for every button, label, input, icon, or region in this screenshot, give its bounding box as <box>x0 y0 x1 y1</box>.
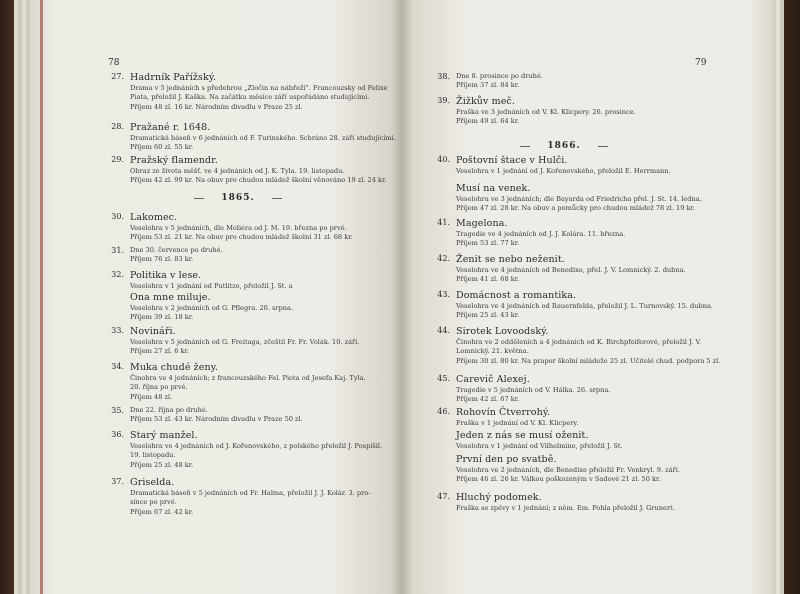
entry-number: 44. <box>437 326 450 335</box>
entry-title: Novináři. <box>130 326 176 337</box>
entry-line: 19. listopadu. <box>130 451 176 460</box>
entry-title: Magelona. <box>456 218 508 229</box>
entry-title: Griselda. <box>130 477 175 488</box>
entry-title: Pražané r. 1648. <box>130 122 211 133</box>
entry-line: Veselohra ve 4 jednáních od Rauernfelda, přeložil J. L. Turnovský. 15. dubna. <box>456 301 714 310</box>
entry-line: Příjem 39 zl. 18 kr. <box>130 313 194 322</box>
entry-number: 27. <box>111 72 124 81</box>
entry-title: Rohovín Čtverrohý. <box>456 407 551 418</box>
entry-line: Příjem 37 zl. 84 kr. <box>456 81 520 90</box>
entry-line: Příjem 76 zl. 83 kr. <box>130 255 194 264</box>
entry-line: Veselohra v 5 jednáních od G. Freitaga, zčeštil Fr. Fr. Volák. 10. září. <box>130 337 360 346</box>
entry-title: Ona mne miluje. <box>130 292 211 303</box>
entry-line: since po prvé. <box>130 498 177 507</box>
entry-title: Muka chudé ženy. <box>130 362 219 373</box>
entry-title: Domácnost a romantika. <box>456 290 577 301</box>
year-heading: 1866. <box>534 141 594 151</box>
entry-line: Příjem 30 zl. 80 kr. Na prapor školní mládeže 25 zl. Učitelé chud. podpora 5 zl. <box>456 356 721 365</box>
entry-number: 42. <box>437 254 450 263</box>
entry-line: Veselohra v 1 jednání od Putlitze, přeložil J. St. a <box>130 281 293 290</box>
entry-line: Dne 22. října po druhé. <box>130 406 208 414</box>
entry-line: Lomnický. 21. května. <box>456 347 529 356</box>
entry-title: Lakomec. <box>130 212 178 223</box>
entry-line: Dne 8. prosince po druhé. <box>456 72 543 80</box>
entry-line: Fraška ve 3 jednáních od V. Kl. Klicpery. 26. prosince. <box>456 107 636 116</box>
entry-line: Dramatická báseň v 5 jednáních od Fr. Halma, přeložil J. J. Kolár. 3. pro- <box>130 488 371 497</box>
page-edge-line <box>40 0 43 594</box>
entry-number: 38. <box>437 72 450 81</box>
entry-line: Veselohra v 5 jednáních, dle Moliéra od J. M. 19. března po prvé. <box>130 223 347 232</box>
entry-title: Politika v lese. <box>130 270 202 281</box>
entry-line: Veselohra v 1 jednání od Vilhelmine, přeložil J. St. <box>456 441 623 450</box>
entry-title: První den po svatbě. <box>456 454 557 465</box>
entry-number: 36. <box>111 430 124 439</box>
entry-line: Dramatická báseň v 6 jednáních od F. Turinského. Schráno 28. září studujícími. <box>130 133 396 142</box>
entry-number: 47. <box>437 492 450 501</box>
entry-line: Příjem 48 zl. 16 kr. Národním divadlu v Praze 25 zl. <box>130 102 303 111</box>
entry-line: Fraška v 1 jednání od V. Kl. Klicpery. <box>456 418 579 427</box>
entry-line: Veselohra ve 2 jednáních, dle Benedixe přeložil Fr. Venkryl. 9. září. <box>456 465 680 474</box>
entry-line: Příjem 25 zl. 48 kr. <box>130 460 194 469</box>
entry-title: Pražský flamendr. <box>130 155 218 166</box>
entry-number: 29. <box>111 155 124 164</box>
entry-number: 41. <box>437 218 450 227</box>
entry-line: Příjem 41 zl. 68 kr. <box>456 275 520 284</box>
entry-title: Musí na venek. <box>456 183 531 194</box>
entry-line: Příjem 47 zl. 28 kr. Na obuv a pomůcky pro chudou mládež 78 zl. 19 kr. <box>456 204 696 213</box>
entry-title: Žižkův meč. <box>456 96 515 107</box>
entry-line: Dne 30. července po druhé. <box>130 246 223 254</box>
entry-line: Drama v 5 jednáních s předehrou „Zločin na nábřeží". Francouzsky od Felixe <box>130 83 388 92</box>
entry-title: Ženit se nebo neženit. <box>456 254 565 265</box>
entry-line: Příjem 60 zl. 55 kr. <box>130 143 194 152</box>
page-number: 78 <box>108 58 120 68</box>
entry-line: Příjem 48 zl. <box>130 392 173 401</box>
entry-line: Příjem 42 zl. 99 kr. Na obuv pro chudou mládež školní věnováno 19 zl. 24 kr. <box>130 176 387 185</box>
entry-line: Činohra ve 4 jednáních; z francouzského Fel. Piota od Josefa Kaj. Tyla. <box>130 373 366 382</box>
entry-line: Příjem 46 zl. 26 kr. Válkou poškozeným v Sadové 21 zl. 50 kr. <box>456 475 661 484</box>
year-heading: 1865. <box>208 193 268 203</box>
entry-line: Příjem 49 zl. 64 kr. <box>456 117 520 126</box>
entry-title: Carevič Alexej. <box>456 374 530 385</box>
entry-number: 28. <box>111 122 124 131</box>
entry-title: Sirotek Lovoodský. <box>456 326 549 337</box>
right-page <box>402 0 772 594</box>
entry-line: Příjem 27 zl. 6 kr. <box>130 347 190 356</box>
entry-line: Veselohra ve 4 jednáních od J. Kořenovského, z polského přeložil J. Pospíšil. <box>130 441 383 450</box>
entry-line: 20. října po prvé. <box>130 383 188 392</box>
entry-number: 33. <box>111 326 124 335</box>
entry-line: Fraška se zpěvy v 1 jednání; z něm. Em. Pohla přeložil J. Grunert. <box>456 503 675 512</box>
entry-line: Příjem 67 zl. 42 kr. <box>130 507 194 516</box>
page-number: 79 <box>695 58 707 68</box>
entry-number: 40. <box>437 155 450 164</box>
entry-line: Příjem 42 zl. 67 kr. <box>456 395 520 404</box>
entry-number: 37. <box>111 477 124 486</box>
entry-number: 43. <box>437 290 450 299</box>
entry-title: Poštovní štace v Hulči. <box>456 155 568 166</box>
entry-number: 34. <box>111 362 124 371</box>
entry-line: Činohra ve 2 odděleních a 4 jednáních od K. Birchpfeiferové, přeložil J. V. <box>456 337 702 346</box>
entry-line: Tragedie v 5 jednáních od V. Hálka. 26. srpna. <box>456 385 611 394</box>
entry-number: 46. <box>437 407 450 416</box>
entry-number: 35. <box>111 406 124 415</box>
entry-line: Piata, přeložil J. Kaška. Na začátku měsíce září uspořádáno studujícími. <box>130 93 370 102</box>
entry-number: 45. <box>437 374 450 383</box>
entry-line: Veselohra v 1 jednání od J. Kořenovského, přeložil E. Herrmann. <box>456 166 671 175</box>
entry-line: Příjem 53 zl. 43 kr. Národním divadlu v Praze 50 zl. <box>130 415 303 424</box>
entry-number: 39. <box>437 96 450 105</box>
entry-line: Veselohra v 2 jednáních od G. Pflegra. 20. srpna. <box>130 303 294 312</box>
entry-number: 30. <box>111 212 124 221</box>
entry-line: Veselohra ve 3 jednáních; dle Bayarda od Friedricha přel. J. St. 14. ledna. <box>456 194 702 203</box>
entry-title: Starý manžel. <box>130 430 198 441</box>
entry-title: Hadrník Pařížský. <box>130 72 217 83</box>
entry-line: Příjem 53 zl. 77 kr. <box>456 239 520 248</box>
entry-line: Obraz ze života měšť. ve 4 jednáních od J. K. Tyla. 19. listopadu. <box>130 166 345 175</box>
entry-title: Hluchý podomek. <box>456 492 542 503</box>
entry-line: Tragedie ve 4 jednáních od J. J. Kolára. 11. března. <box>456 229 626 238</box>
left-page <box>30 0 402 594</box>
entry-title: Jeden z nás se musí oženit. <box>456 430 589 441</box>
entry-number: 32. <box>111 270 124 279</box>
entry-line: Veselohra ve 4 jednáních od Benedixe, přel. J. V. Lomnický. 2. dubna. <box>456 265 686 274</box>
entry-number: 31. <box>111 246 124 255</box>
entry-line: Příjem 53 zl. 21 kr. Na obuv pro chudou mládež školní 31 zl. 68 kr. <box>130 233 353 242</box>
entry-line: Příjem 25 zl. 43 kr. <box>456 311 520 320</box>
